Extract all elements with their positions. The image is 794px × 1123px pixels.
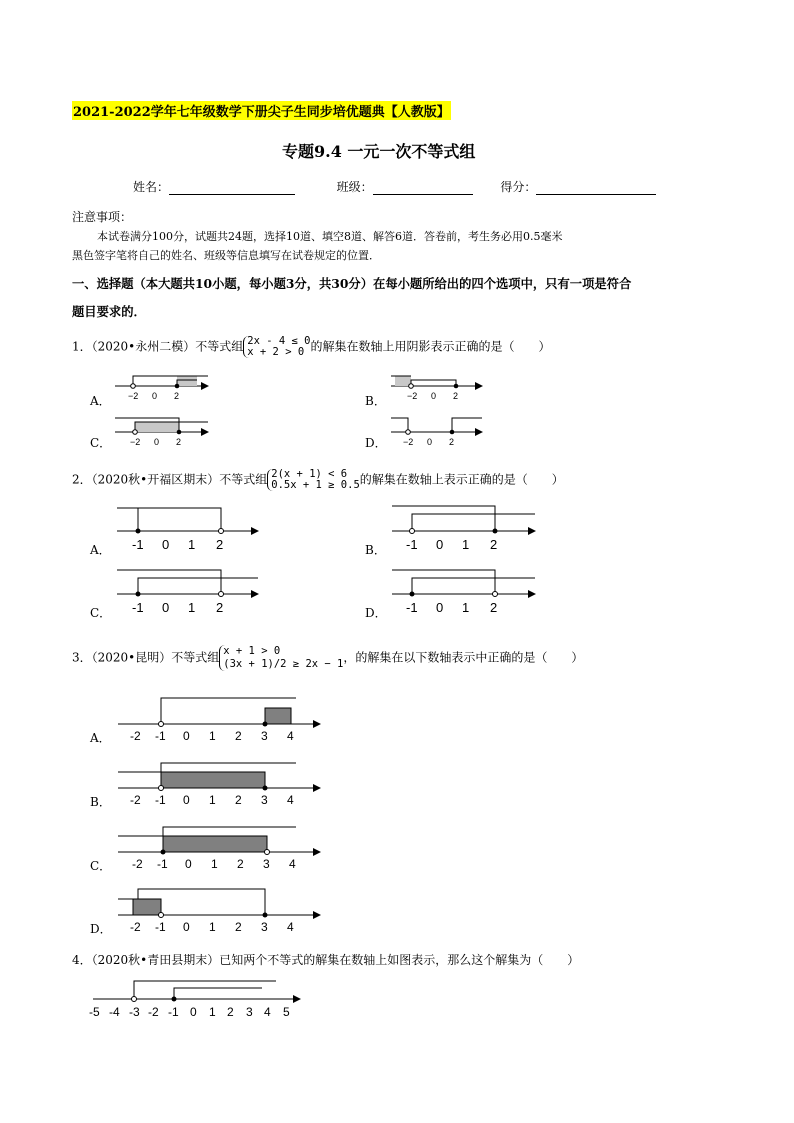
question-3 (72, 645, 583, 671)
q4-figure (89, 981, 300, 1019)
q2-option-c[interactable]: C． (90, 606, 112, 620)
q1d-tick-label: 2 (449, 437, 455, 447)
q2a-open-point (219, 529, 224, 534)
q4-tick-label: -4 (109, 1005, 120, 1019)
q1b-tick-label: 0 (431, 391, 437, 401)
q4-tick-label: -2 (148, 1005, 159, 1019)
q2c-tick-label: 2 (216, 600, 224, 615)
q3-system (219, 645, 343, 671)
q3c-shade (163, 836, 267, 852)
q4-tick-label: -1 (168, 1005, 179, 1019)
q4-tick-label: 0 (190, 1005, 197, 1019)
q2b-closed-point (493, 529, 498, 534)
q2-option-d[interactable]: D． (365, 606, 387, 620)
q2d-tick-label: 0 (436, 600, 444, 615)
q2d-tick-label: 1 (462, 600, 470, 615)
q4-tick-label: 5 (283, 1005, 290, 1019)
q3c-tick-label: 0 (185, 857, 192, 871)
q1a-shade (177, 376, 197, 386)
notice-line1: 本试卷满分100分，试题共24题，选择10道、填空8道、解答6道．答卷前，考生务必用0.5毫米 (97, 230, 563, 243)
q1b-closed-point (454, 384, 459, 389)
q2-figure-a[interactable] (117, 508, 258, 552)
q1-sys1: 2x - 4 ≤ 0 (247, 335, 311, 347)
q1b-open-point (409, 384, 414, 389)
q2a-tick-label: -1 (132, 537, 144, 552)
q3d-tick-label: 3 (261, 920, 268, 934)
q3c-tick-label: -2 (132, 857, 143, 871)
q3b-tick-label: 1 (209, 793, 216, 807)
q2b-tick-label: 2 (490, 537, 498, 552)
q3b-tick-label: 2 (235, 793, 242, 807)
q2d-open-point (493, 592, 498, 597)
q1-sys2: x + 2 > 0 (247, 346, 305, 358)
q1b-tick-label: −2 (407, 391, 418, 401)
q3-prefix: 3．（2020•昆明）不等式组 (72, 650, 220, 665)
q1a-tick-label: −2 (128, 391, 139, 401)
q2d-tick-label: -1 (406, 600, 418, 615)
q3b-tick-label: -1 (155, 793, 166, 807)
q4-tick-label: 3 (246, 1005, 253, 1019)
q3d-tick-label: 2 (235, 920, 242, 934)
q3-option-a[interactable]: A． (90, 731, 111, 745)
q3a-tick-label: 2 (235, 729, 242, 743)
q3b-tick-label: 4 (287, 793, 294, 807)
q3c-tick-label: 4 (289, 857, 296, 871)
q3a-closed-point (263, 722, 268, 727)
q4-tick-label: 1 (209, 1005, 216, 1019)
q1-prefix: 1．（2020•永州二模）不等式组 (72, 339, 244, 354)
q1-option-d[interactable]: D． (365, 436, 387, 450)
q2-option-a[interactable]: A． (90, 543, 111, 557)
q1-suffix: 的解集在数轴上用阴影表示正确的是（ ） (310, 339, 551, 354)
q1a-tick-label: 0 (152, 391, 158, 401)
q4-tick-label: -5 (89, 1005, 100, 1019)
q4-open-point (132, 997, 137, 1002)
q3b-tick-label: 0 (183, 793, 190, 807)
q3d-tick-label: -2 (130, 920, 141, 934)
name-label: 姓名： (133, 180, 170, 194)
q3-sys1: x + 1 > 0 (223, 645, 281, 657)
notice-heading: 注意事项： (72, 210, 133, 224)
q2c-tick-label: 0 (162, 600, 170, 615)
q2-prefix: 2．（2020秋•开福区期末）不等式组 (72, 472, 268, 487)
q1c-tick-label: 0 (154, 437, 160, 447)
q2a-tick-label: 1 (188, 537, 196, 552)
q3b-closed-point (263, 786, 268, 791)
q1c-shade (135, 422, 179, 432)
q2-figure-d[interactable] (392, 570, 535, 615)
class-label: 班级： (336, 180, 373, 194)
q1d-open-point (406, 430, 411, 435)
q2c-tick-label: -1 (132, 600, 144, 615)
q3b-tick-label: -2 (130, 793, 141, 807)
q1a-open-point (131, 384, 136, 389)
q2c-open-point (219, 592, 224, 597)
q2b-tick-label: 1 (462, 537, 470, 552)
q4-tick-label: -3 (129, 1005, 140, 1019)
q3d-tick-label: 1 (209, 920, 216, 934)
q2b-tick-label: -1 (406, 537, 418, 552)
q3a-tick-label: 3 (261, 729, 268, 743)
q2d-tick-label: 2 (490, 600, 498, 615)
q3b-open-point (159, 786, 164, 791)
notice-line2: 黑色签字笔将自己的姓名、班级等信息填写在试卷规定的位置． (72, 249, 380, 262)
q3-sys2: (3x + 1)/2 ≥ 2x − 1 (223, 658, 344, 670)
q1c-closed-point (177, 430, 182, 435)
q2-suffix: 的解集在数轴上表示正确的是（ ） (359, 472, 564, 487)
q2d-closed-point (410, 592, 415, 597)
q2a-closed-point (136, 529, 141, 534)
q1-figure-b[interactable] (391, 376, 482, 401)
q4-tick-label: 2 (227, 1005, 234, 1019)
q3-option-c[interactable]: C． (90, 859, 112, 873)
q1c-tick-label: 2 (176, 437, 182, 447)
q3a-tick-label: 0 (183, 729, 190, 743)
section1-line1: 一、选择题（本大题共10小题，每小题3分，共30分）在每小题所给出的四个选项中，只有一项是符合 (72, 276, 632, 291)
q2-system (267, 469, 360, 491)
q2b-tick-label: 0 (436, 537, 444, 552)
q3-figure-b[interactable] (118, 763, 320, 807)
q1-option-c[interactable]: C． (90, 436, 112, 450)
q3-figure-a[interactable] (118, 698, 320, 743)
q3-figure-c[interactable] (118, 827, 320, 871)
q2-sys2: 0.5x + 1 ≥ 0.5 (271, 479, 360, 491)
q3d-tick-label: 0 (183, 920, 190, 934)
q1c-tick-label: −2 (130, 437, 141, 447)
q3a-tick-label: 4 (287, 729, 294, 743)
q1a-tick-label: 2 (174, 391, 180, 401)
q2a-tick-label: 2 (216, 537, 224, 552)
q2-figure-c[interactable] (117, 570, 258, 615)
q2a-tick-label: 0 (162, 537, 170, 552)
q1d-tick-label: 0 (427, 437, 433, 447)
q1b-shade (395, 376, 411, 386)
q1-figure-d[interactable] (391, 418, 482, 447)
q3d-shade (133, 899, 161, 915)
q3b-tick-label: 3 (261, 793, 268, 807)
q3b-shade (161, 772, 265, 788)
q3c-tick-label: 3 (263, 857, 270, 871)
q3c-tick-label: 2 (237, 857, 244, 871)
q1b-tick-label: 2 (453, 391, 459, 401)
q2-sys1: 2(x + 1) < 6 (271, 468, 348, 480)
question-4: 4．（2020秋•青田县期末）已知两个不等式的解集在数轴上如图表示，那么这个解集为（ ） (72, 953, 580, 967)
q2-option-b[interactable]: B． (365, 543, 386, 557)
q3d-tick-label: 4 (287, 920, 294, 934)
q3a-open-point (159, 722, 164, 727)
q4-closed-point (172, 997, 177, 1002)
q3a-tick-label: -1 (155, 729, 166, 743)
q3c-tick-label: 1 (211, 857, 218, 871)
q3c-open-point (265, 850, 270, 855)
q3c-closed-point (161, 850, 166, 855)
q1c-open-point (133, 430, 138, 435)
q1-option-b[interactable]: B． (365, 394, 386, 408)
q2c-tick-label: 1 (188, 600, 196, 615)
q3-figure-d[interactable] (118, 889, 320, 934)
q3d-open-point (159, 913, 164, 918)
score-label: 得分： (500, 180, 537, 194)
q3-suffix: ，的解集在以下数轴表示中正确的是（ ） (343, 650, 584, 665)
q1-figure-a[interactable] (115, 376, 208, 401)
section1-line2: 题目要求的． (72, 304, 146, 319)
q1d-closed-point (450, 430, 455, 435)
q3c-tick-label: -1 (157, 857, 168, 871)
q3d-tick-label: -1 (155, 920, 166, 934)
topic-title: 专题9.4 一元一次不等式组 (282, 142, 476, 161)
q3-option-d[interactable]: D． (90, 922, 112, 936)
series-title: 2021-2022学年七年级数学下册尖子生同步培优题典【人教版】 (72, 101, 451, 120)
q2c-closed-point (136, 592, 141, 597)
q1-figure-c[interactable] (115, 418, 208, 447)
q1-option-a[interactable]: A． (90, 394, 111, 408)
question-2 (72, 469, 564, 491)
q2-figure-b[interactable] (392, 506, 535, 552)
q3d-closed-point (263, 913, 268, 918)
q1a-closed-point (175, 384, 180, 389)
q3a-tick-label: -2 (130, 729, 141, 743)
q3-option-b[interactable]: B． (90, 795, 111, 809)
q3a-shade (265, 708, 291, 724)
q1d-tick-label: −2 (403, 437, 414, 447)
q4-tick-label: 4 (264, 1005, 271, 1019)
q2b-open-point (410, 529, 415, 534)
q3a-tick-label: 1 (209, 729, 216, 743)
